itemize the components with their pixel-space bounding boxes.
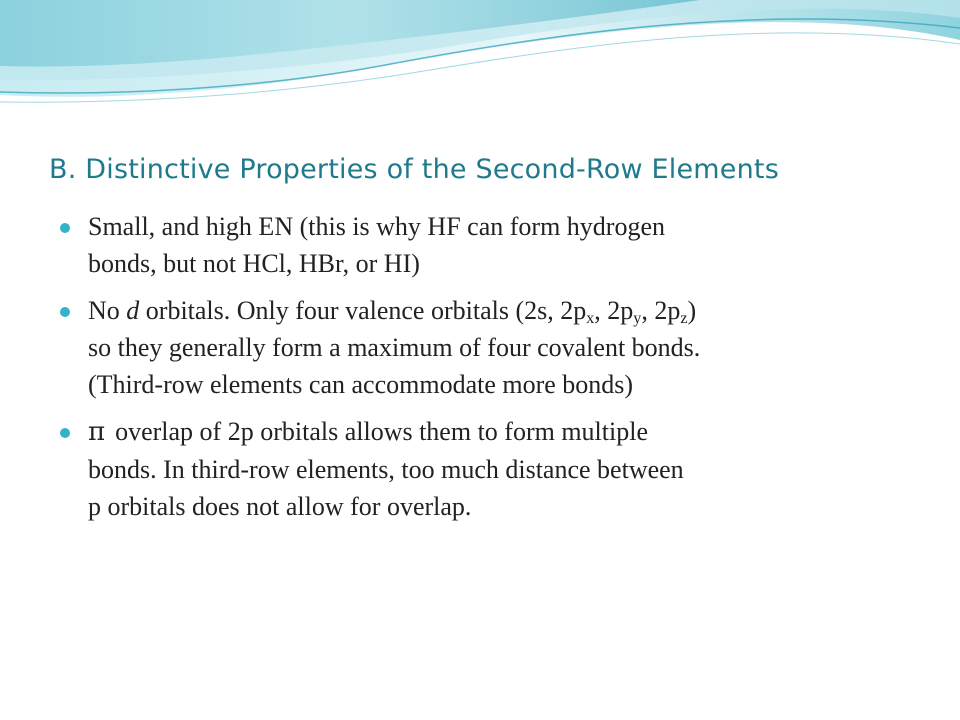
bullet-text: ) [687, 296, 697, 325]
bullet-line: bonds, but not HCl, HBr, or HI) [88, 249, 420, 278]
bullet-item-orbitals [60, 292, 910, 403]
bullet-text: , 2p [594, 296, 634, 325]
slide-title: B. Distinctive Properties of the Second-Row Elements [49, 154, 779, 185]
bullet-line: overlap of 2p orbitals allows them to form multiple [115, 417, 648, 446]
bullet-marker [60, 428, 70, 438]
bullet-line: bonds. In third-row elements, too much distance between [88, 455, 684, 484]
bullet-line: so they generally form a maximum of four covalent bonds. [88, 333, 701, 362]
bullet-item-pi-overlap [60, 413, 910, 525]
subscript-z: z [680, 310, 688, 328]
bullet-list [60, 208, 910, 535]
bullet-marker [60, 307, 70, 317]
bullet-text: orbitals. Only four valence orbitals (2s, 2p [139, 296, 587, 325]
subscript-x: x [586, 310, 595, 328]
pi-symbol: π [88, 417, 106, 447]
bullet-line: (Third-row elements can accommodate more bonds) [88, 370, 634, 399]
bullet-line: p orbitals does not allow for overlap. [88, 492, 472, 521]
d-orbital-italic: d [126, 296, 140, 325]
subscript-y: y [633, 310, 642, 328]
bullet-marker [60, 223, 70, 233]
bullet-text: No [88, 296, 127, 325]
bullet-text: , 2p [641, 296, 681, 325]
wave-header-decoration [0, 0, 960, 120]
bullet-line: Small, and high EN (this is why HF can form hydrogen [88, 212, 665, 241]
bullet-item-size [60, 208, 910, 282]
